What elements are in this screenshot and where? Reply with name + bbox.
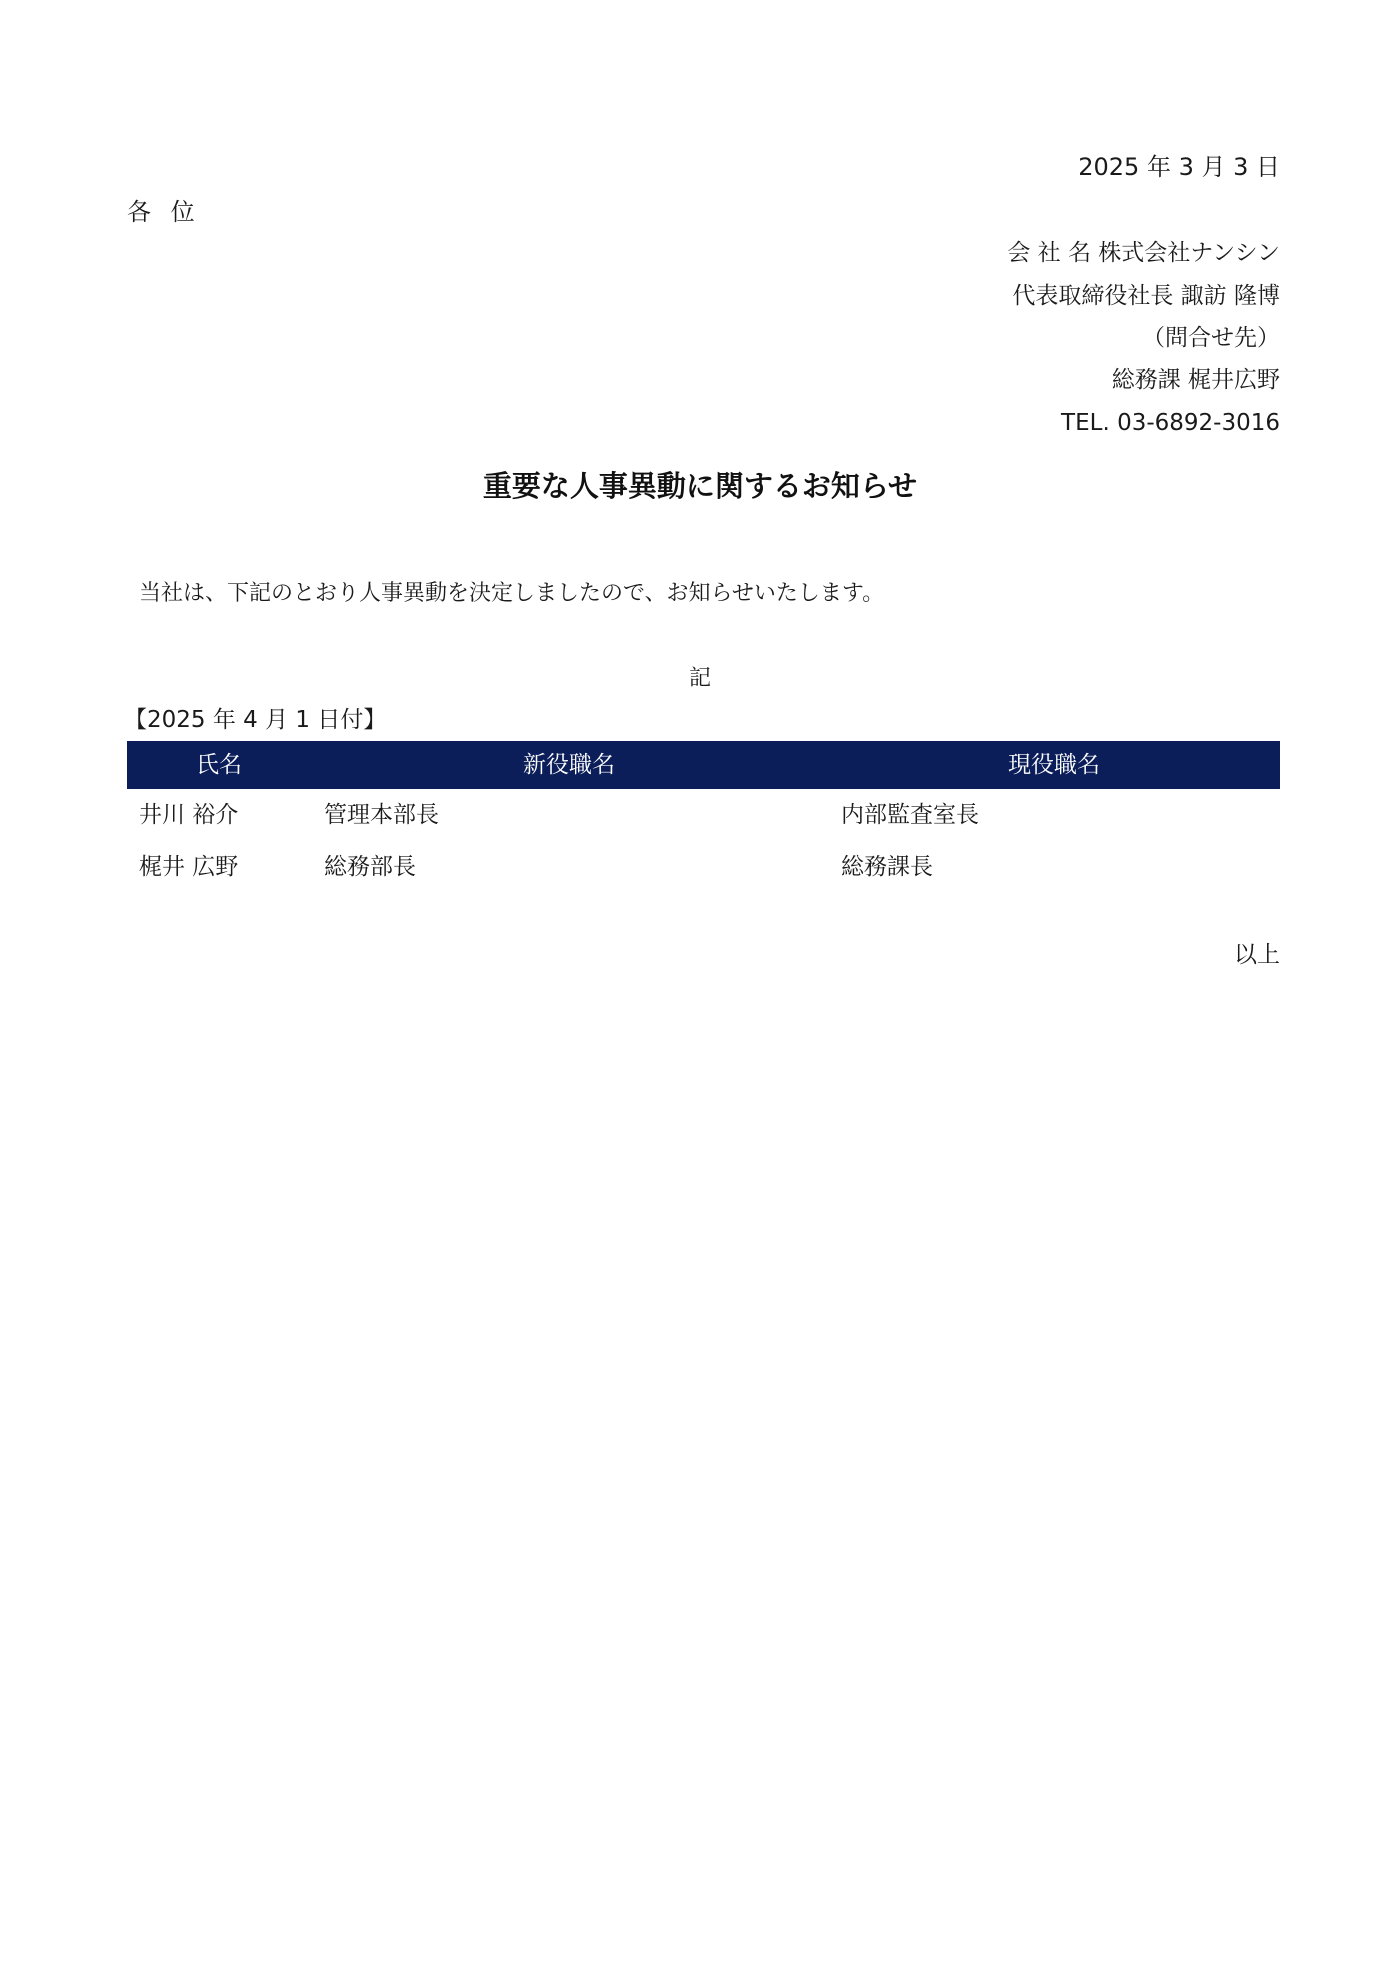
lead-paragraph: 当社は、下記のとおり人事異動を決定しましたので、お知らせいたします。 — [139, 581, 885, 606]
effective-date: 【2025 年 4 月 1 日付】 — [124, 707, 387, 733]
cell-new-position: 管理本部長 — [324, 802, 439, 828]
personnel-table — [127, 741, 1280, 893]
header-new-position: 新役職名 — [523, 752, 615, 778]
sender-company: 会 社 名 株式会社ナンシン — [1007, 240, 1280, 266]
closing-mark: 以上 — [1234, 942, 1280, 968]
document-date: 2025 年 3 月 3 日 — [1078, 153, 1280, 181]
document-title: 重要な人事異動に関するお知らせ — [482, 469, 918, 503]
header-name: 氏名 — [196, 752, 242, 778]
sender-representative: 代表取締役社長 諏訪 隆博 — [1012, 283, 1280, 309]
contact-person: 総務課 梶井広野 — [1111, 367, 1280, 393]
contact-tel: TEL. 03-6892-3016 — [1061, 410, 1280, 436]
cell-name: 梶井 広野 — [139, 854, 239, 880]
table-row — [127, 841, 1280, 893]
ki-heading: 記 — [688, 666, 711, 691]
header-current-position: 現役職名 — [1008, 752, 1100, 778]
table-header — [127, 741, 1280, 789]
cell-current-position: 総務課長 — [841, 854, 933, 880]
cell-name: 井川 裕介 — [139, 802, 239, 828]
cell-current-position: 内部監査室長 — [841, 802, 979, 828]
contact-label: （問合せ先） — [1142, 325, 1280, 351]
table-row — [127, 789, 1280, 841]
recipient: 各 位 — [127, 198, 201, 226]
cell-new-position: 総務部長 — [324, 854, 416, 880]
